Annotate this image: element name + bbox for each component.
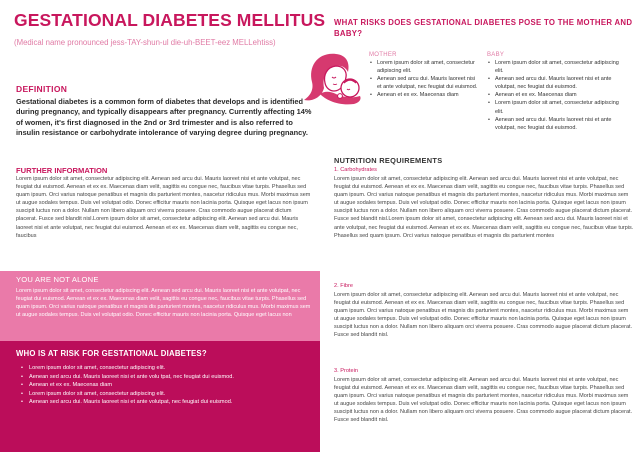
further-information-text: Lorem ipsum dolor sit amet, consectetur adipiscing elit. Aenean sed arcu dui. Mauris laoreet nisi et ante volutpat, nec feugiat dui euismod. Aenean et ex ex. Maecenas diam velit, sagittis eu congue nec, faucibus vitae turpis. Phasellus sed quam ipsum. Orci varius natoque penatibus et magnis dis parturient montes, nascetur ridiculus mus. Morbi maximus sem ut augue sodales tempus. Duis vel volutpat odio. Donec efficitur mauris non lacinia porta. Quisque eget lacus non ipsum suscipit luctus non a dolor. Nullam non libero aliquam orci viverra posuere. Cras commodo augue placerat dictum placerat. Fusce sed blandit nisl.Lorem ipsum dolor sit amet, consectetur adipiscing elit. Aenean sed arcu dui. Mauris laoreet nisi et ante volutpat, nec feugiat dui euismod. Aenean et ex ex. Maecenas diam velit, sagittis eu congue nec, faucibus — [16, 176, 311, 239]
risks-heading: WHAT RISKS DOES GESTATIONAL DIABETES POSE TO THE MOTHER AND BABY? — [334, 18, 633, 38]
fibre-text: Lorem ipsum dolor sit amet, consectetur adipiscing elit. Aenean sed arcu dui. Mauris laoreet nisi et ante volutpat, nec feugiat dui euismod. Aenean et ex ex. Maecenas diam velit, sagittis eu congue nec, faucibus vitae turpis. Phasellus sed quam ipsum. Orci varius natoque penatibus et magnis dis parturient montes, nascetur ridiculus mus. Morbi maximus sem ut augue sodales tempus. Duis vel volutpat odio. Donec efficitur mauris non lacinia porta. Quisque eget lacus non ipsum suscipit luctus non a dolor. Nullam non libero aliquam orci viverra posuere. Cras commodo augue placerat dictum placerat. Fusce sed blandit nisl. — [334, 292, 633, 339]
protein-text: Lorem ipsum dolor sit amet, consectetur adipiscing elit. Aenean sed arcu dui. Mauris laoreet nisi et ante volutpat, nec feugiat dui euismod. Aenean et ex ex. Maecenas diam velit, sagittis eu congue nec, faucibus vitae turpis. Phasellus sed quam ipsum. Orci varius natoque penatibus et magnis dis parturient montes, nascetur ridiculus mus. Morbi maximus sem ut augue sodales tempus. Duis vel volutpat odio. Donec efficitur mauris non lacinia porta. Quisque eget lacus non ipsum suscipit luctus non a dolor. Nullam non libero aliquam orci viverra posuere. Cras commodo augue placerat dictum placerat. Fusce sed blandit nisl. — [334, 377, 633, 424]
list-item: • Lorem ipsum dolor sit amet, consectetur adipiscing elit. — [369, 59, 479, 75]
right-column — [326, 0, 639, 452]
list-item: • Aenean sed arcu dui. Mauris laoreet nisi et ante volutpat, nec feugiat dui euismod. — [487, 75, 627, 91]
list-item: • Aenean sed arcu dui. Mauris laoreet nisi et ante volutpat, nec feugiat dui euismod. — [487, 116, 627, 132]
list-item: • Aenean sed arcu dui. Mauris laoreet nisi et ante volu tpat, nec feugiat dui euismod. — [23, 373, 312, 382]
list-item: • Aenean sed arcu dui. Mauris laoreet nisi et ante volutpat, nec feugiat dui euismod. — [369, 75, 479, 91]
definition-text: Gestational diabetes is a common form of diabetes that develops and is identified during pregnancy, and typically disappears after pregnancy. Currently affecting 14% of women, it's first diagnosed in the 2nd or 3rd trimester and is also referred to insulin resistance or carbohydrate intolerance of varying degree during pregnancy. — [16, 97, 312, 137]
not-alone-text: Lorem ipsum dolor sit amet, consectetur adipiscing elit. Aenean sed arcu dui. Mauris laoreet nisi et ante volutpat, nec feugiat dui euismod. Aenean et ex ex. Maecenas diam velit, sagittis eu congue nec, faucibus vitae turpis. Phasellus sed quam ipsum. Orci varius natoque penatibus et magnis dis parturient montes, nascetur ridiculus mus. Morbi maximus sem ut augue sodales tempus. Duis vel volutpat odio. Donec efficitur mauris non lacinia porta. Quisque eget lacus non — [16, 288, 311, 319]
not-alone-heading: YOU ARE NOT ALONE — [16, 275, 99, 284]
list-item: • Lorem ipsum dolor sit amet, consectetur adipiscing elit. — [487, 59, 627, 75]
at-risk-panel — [0, 341, 320, 452]
protein-label: 3. Protein — [334, 368, 358, 374]
not-alone-panel — [0, 271, 320, 349]
pronunciation-subtitle: (Medical name pronounced jess-TAY-shun-ul die-uh-BEET-eez MELLehtiss) — [14, 38, 276, 47]
page-title: GESTATIONAL DIABETES MELLITUS — [14, 10, 326, 30]
baby-label: BABY — [487, 52, 505, 58]
carbohydrates-text: Lorem ipsum dolor sit amet, consectetur adipiscing elit. Aenean sed arcu dui. Mauris laoreet nisi et ante volutpat, nec feugiat dui euismod. Aenean et ex ex. Maecenas diam velit, sagittis eu congue nec, faucibus vitae turpis. Phasellus sed quam ipsum. Orci varius natoque penatibus et magnis dis parturient montes, nascetur ridiculus mus. Morbi maximus sem ut augue sodales tempus. Duis vel volutpat odio. Donec efficitur mauris non lacinia porta. Quisque eget lacus non ipsum suscipit luctus non a dolor. Nullam non libero aliquam orci viverra posuere. Cras commodo augue placerat dictum placerat. Fusce sed blandit nisl.Lorem ipsum dolor sit amet, consectetur adipiscing elit. Aenean sed arcu dui. Mauris laoreet nisi et ante volutpat, nec feugiat dui euismod. Aenean et ex ex. Maecenas diam velit, sagittis eu congue nec, faucibus vitae turpis. Phasellus sed quam ipsum. Orci varius natoque penatibus et magnis dis parturient montes — [334, 176, 634, 239]
mother-risks — [369, 52, 479, 99]
baby-risk-list — [487, 59, 627, 132]
list-item: • Aenean et ex ex. Maecenas diam — [369, 91, 479, 99]
list-item: • Lorem ipsum dolor sit amet, consectetur adipiscing elit. — [23, 364, 312, 373]
carbohydrates-label: 1. Carbohydrates — [334, 167, 377, 173]
nutrition-heading: NUTRITION REQUIREMENTS — [334, 156, 443, 165]
definition-heading: DEFINITION — [16, 84, 68, 94]
list-item: • Lorem ipsum dolor sit amet, consectetur adipiscing elit. — [23, 390, 312, 399]
baby-risks — [487, 52, 627, 132]
fibre-label: 2. Fibre — [334, 283, 353, 289]
at-risk-heading: WHO IS AT RISK FOR GESTATIONAL DIABETES? — [16, 349, 207, 358]
list-item: • Aenean et ex ex. Maecenas diam — [23, 381, 312, 390]
list-item: • Lorem ipsum dolor sit amet, consectetur adipiscing elit. — [487, 99, 627, 115]
at-risk-list — [16, 364, 312, 407]
list-item: • Aenean et ex ex. Maecenas diam — [487, 91, 627, 99]
mother-and-baby-icon — [296, 50, 366, 112]
mother-risk-list — [369, 59, 479, 99]
list-item: • Aenean sed arcu dui. Mauris laoreet nisi et ante volutpat, nec feugiat dui euismod. — [23, 398, 312, 407]
further-information-heading: FURTHER INFORMATION — [16, 166, 108, 175]
mother-label: MOTHER — [369, 52, 397, 58]
